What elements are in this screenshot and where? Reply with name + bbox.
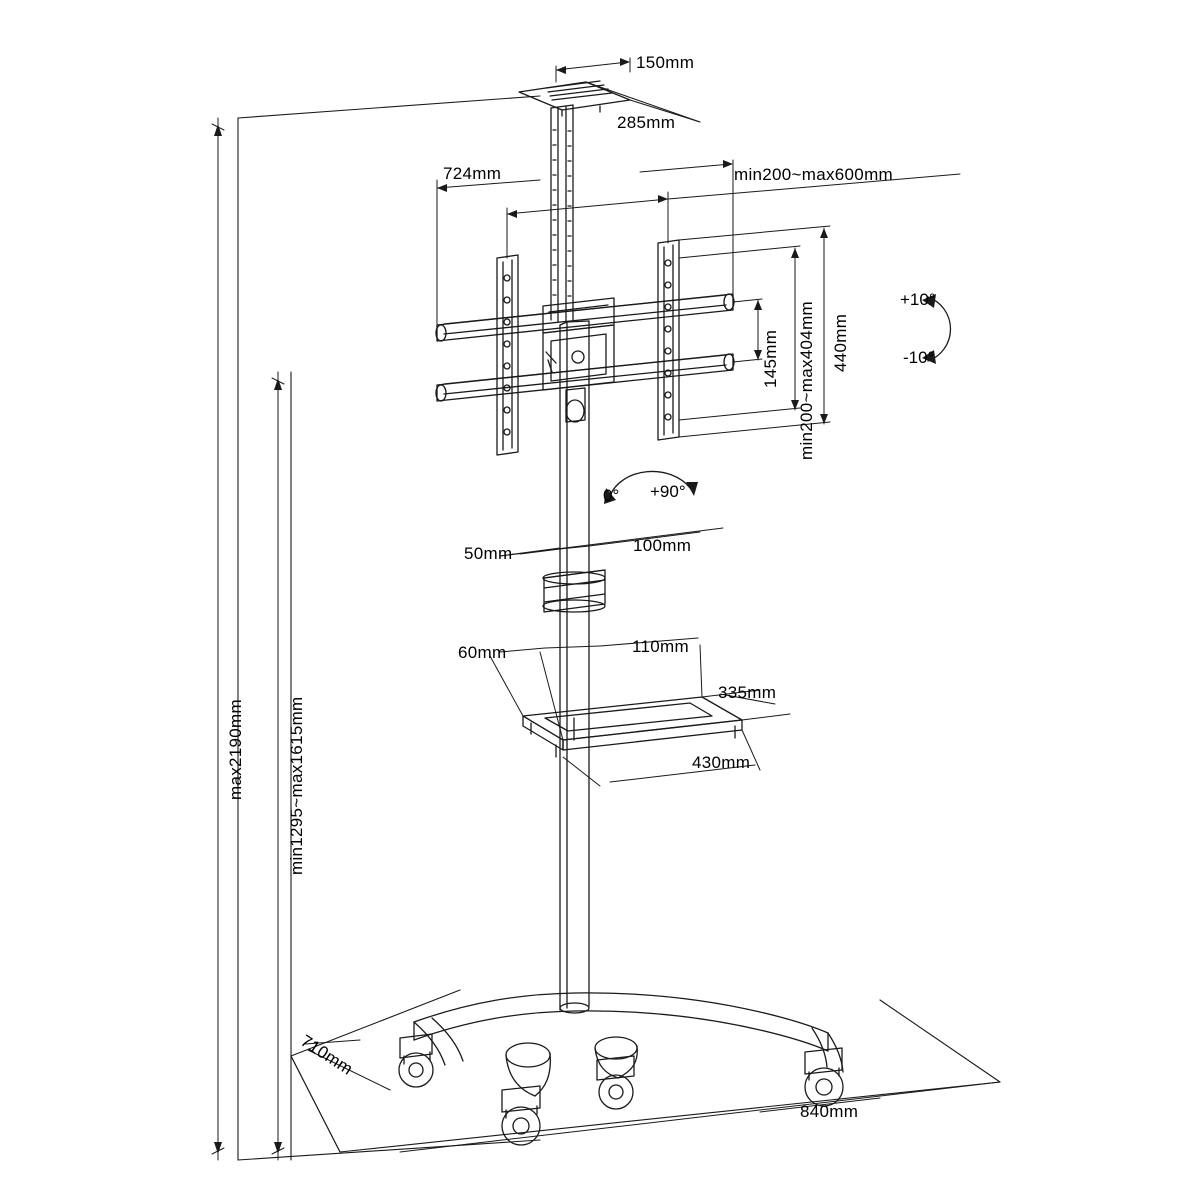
dimension-label-base-width: 840mm (800, 1102, 859, 1121)
caster-rear-center (597, 1056, 634, 1109)
dimension-label-base-depth: 710mm (297, 1031, 357, 1079)
dimension-label-tv-height-range: min1295~max1615mm (287, 696, 306, 875)
cable-collar (543, 570, 605, 612)
caster-right (805, 1048, 843, 1106)
dimension-label-vesa-v-range: min200~max404mm (797, 301, 816, 460)
dimension-label-total-height: max2190mm (226, 699, 245, 800)
vesa-vertical-arm-right (658, 240, 679, 440)
angle-label-tilt-down: -10° (903, 348, 935, 367)
main-column (560, 321, 589, 1013)
dimension-label-bracket-height: 440mm (831, 313, 850, 372)
vesa-vertical-arm-left (497, 255, 518, 455)
dimension-label-shelf-depth: 335mm (718, 683, 777, 702)
dimension-label-top-plate-depth: 285mm (617, 113, 676, 132)
dimension-label-top-plate-width: 150mm (636, 53, 695, 72)
top-mount-plate (519, 81, 630, 116)
dimension-lines (212, 58, 1000, 1160)
floor-plane (291, 990, 1000, 1152)
dimension-label-column-depth: 50mm (464, 544, 513, 563)
dimension-label-shelf-bracket-width: 110mm (632, 637, 689, 656)
av-shelf (523, 697, 742, 757)
dimension-label-bracket-inner-height: 145mm (761, 329, 780, 388)
dimension-label-vesa-h-range: min200~max600mm (734, 165, 893, 184)
caster-front-left (399, 1034, 433, 1087)
dimension-label-shelf-bracket-depth: 60mm (458, 643, 507, 662)
angle-label-rotate-end: +90° (650, 482, 686, 501)
angle-label-rotate-start: 0° (603, 486, 620, 505)
angle-label-tilt-up: +10° (900, 290, 936, 309)
upper-column (551, 105, 573, 322)
dimension-arrowheads (214, 58, 828, 1154)
dimension-label-shelf-width: 430mm (692, 753, 751, 772)
dimension-label-column-width: 100mm (633, 536, 692, 555)
dimension-label-bracket-span: 724mm (443, 164, 502, 183)
swivel-mount-head (543, 298, 614, 422)
